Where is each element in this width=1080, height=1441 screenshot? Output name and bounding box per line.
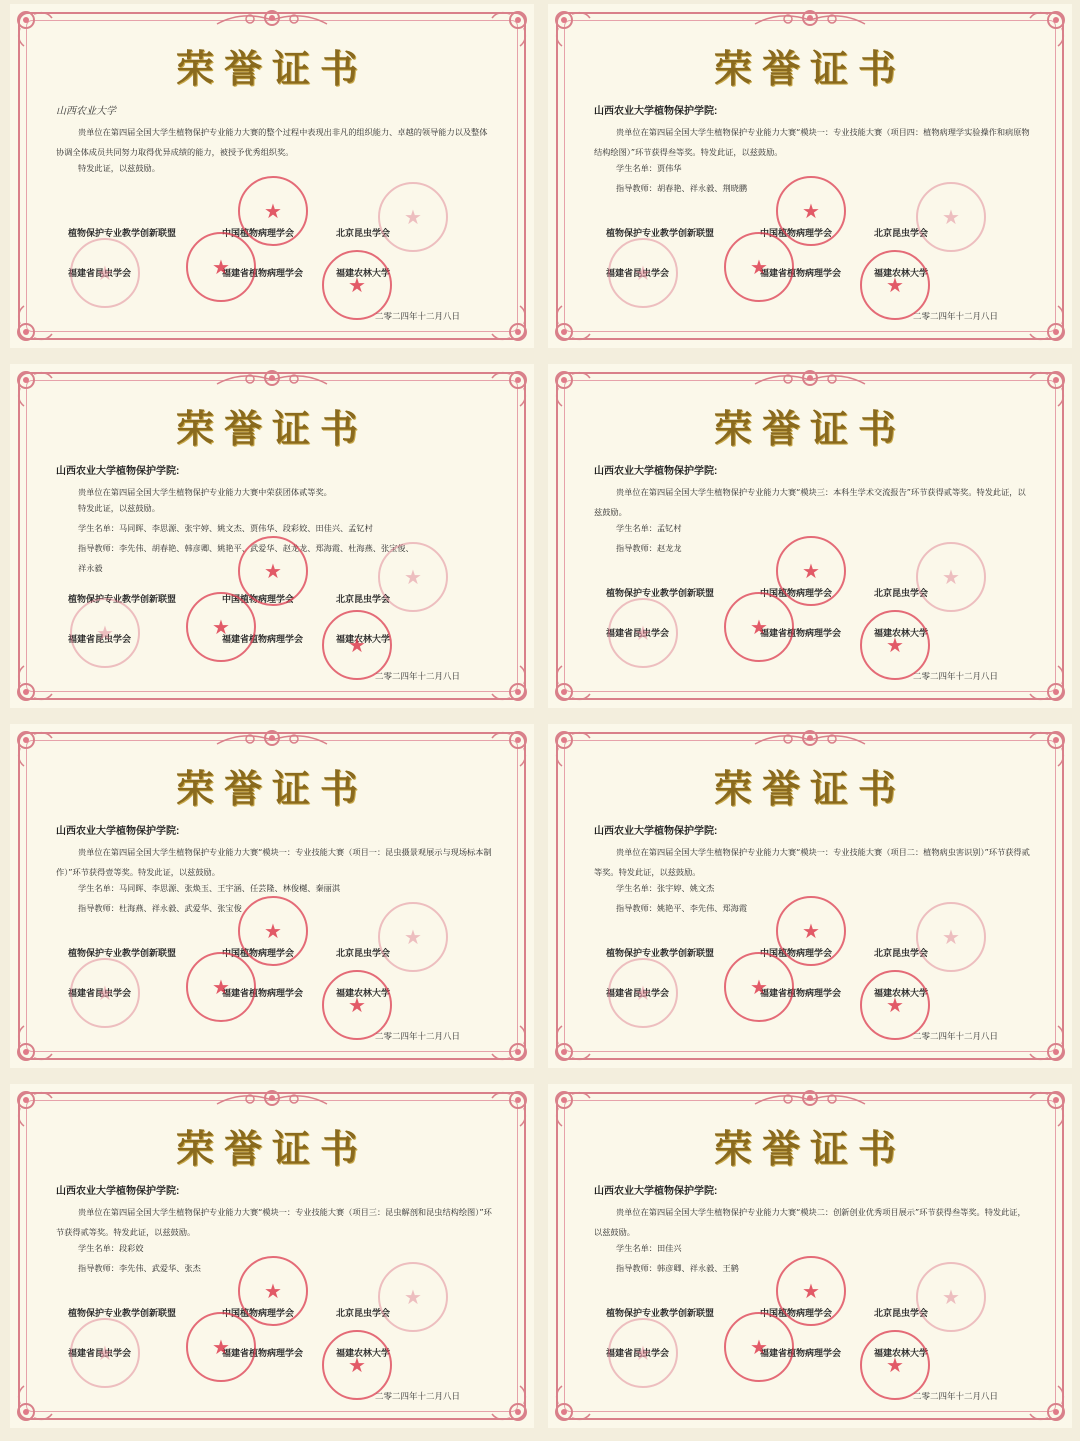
org-fujian-entomology: 福建省昆虫学会 xyxy=(68,988,132,998)
org-fujian-agri-forestry-univ: 福建农林大学 xyxy=(336,988,391,998)
seal-stamp xyxy=(238,896,308,966)
corner-flower-icon xyxy=(550,1382,594,1426)
detail-line: 学生名单：马同晖、李思源、张宇婷、姚文杰、贾伟华、段彩姣、田佳兴、孟钇村 xyxy=(78,523,373,533)
certificate-1 xyxy=(10,4,534,348)
detail-line: 指导教师：韩彦卿、祥永毅、王鹤 xyxy=(616,1263,739,1273)
seal-stamp xyxy=(70,958,140,1028)
seal-stamp xyxy=(378,1262,448,1332)
certificate-body: 贵单位在第四届全国大学生植物保护专业能力大赛“模块一：专业技能大赛（项目二：植物病虫害识别）”环节获得贰等奖。特发此证，以兹鼓励。 xyxy=(594,847,1030,877)
org-fujian-plant-pathology: 福建省植物病理学会 xyxy=(222,634,304,644)
certificate-title: 荣誉证书 xyxy=(175,46,368,91)
seal-stamp xyxy=(916,902,986,972)
top-flower-ornament-icon xyxy=(750,1086,870,1112)
org-teaching-alliance: 植物保护专业教学创新联盟 xyxy=(68,228,177,238)
seal-stamp xyxy=(776,1256,846,1326)
org-fujian-plant-pathology: 福建省植物病理学会 xyxy=(760,268,842,278)
org-beijing-entomology: 北京昆虫学会 xyxy=(874,948,929,958)
seal-stamp xyxy=(378,902,448,972)
detail-line: 学生名单：马同晖、李思源、张焕玉、王宇涵、任芸隆、林俊樾、秦丽淇 xyxy=(78,883,341,893)
org-fujian-plant-pathology: 福建省植物病理学会 xyxy=(760,1348,842,1358)
seal-stamp xyxy=(724,232,794,302)
recipient: 山西农业大学植物保护学院: xyxy=(594,826,718,837)
corner-flower-icon xyxy=(12,1022,56,1066)
seal-stamp xyxy=(378,542,448,612)
seal-stamp xyxy=(186,592,256,662)
seal-stamp xyxy=(916,1262,986,1332)
org-fujian-entomology: 福建省昆虫学会 xyxy=(606,268,670,278)
detail-line: 学生名单：张宇婷、姚文杰 xyxy=(616,883,715,893)
top-flower-ornament-icon xyxy=(750,726,870,752)
seal-stamp xyxy=(70,1318,140,1388)
certificate-title: 荣誉证书 xyxy=(713,46,906,91)
org-fujian-agri-forestry-univ: 福建农林大学 xyxy=(874,1348,929,1358)
seal-stamp xyxy=(238,1256,308,1326)
org-plant-pathology-society: 中国植物病理学会 xyxy=(222,594,295,604)
issue-date: 二零二四年十二月八日 xyxy=(912,672,998,682)
seal-stamp xyxy=(608,958,678,1028)
certificate-5 xyxy=(10,724,534,1068)
org-plant-pathology-society: 中国植物病理学会 xyxy=(760,1308,833,1318)
org-fujian-plant-pathology: 福建省植物病理学会 xyxy=(222,268,304,278)
seal-stamp xyxy=(776,176,846,246)
certificate-title: 荣誉证书 xyxy=(713,766,906,811)
org-fujian-agri-forestry-univ: 福建农林大学 xyxy=(336,268,391,278)
corner-flower-icon xyxy=(488,1382,532,1426)
corner-flower-icon xyxy=(12,302,56,346)
detail-line: 学生名单：田佳兴 xyxy=(616,1243,682,1253)
org-fujian-entomology: 福建省昆虫学会 xyxy=(606,628,670,638)
org-fujian-agri-forestry-univ: 福建农林大学 xyxy=(874,268,929,278)
certificate-4 xyxy=(548,364,1072,708)
recipient: 山西农业大学植物保护学院: xyxy=(594,466,718,477)
org-plant-pathology-society: 中国植物病理学会 xyxy=(760,228,833,238)
top-flower-ornament-icon xyxy=(750,6,870,32)
org-beijing-entomology: 北京昆虫学会 xyxy=(336,948,391,958)
org-plant-pathology-society: 中国植物病理学会 xyxy=(760,588,833,598)
recipient: 山西农业大学 xyxy=(56,106,116,117)
issue-date: 二零二四年十二月八日 xyxy=(912,1032,998,1042)
seal-stamp xyxy=(186,232,256,302)
certificate-title: 荣誉证书 xyxy=(713,1126,906,1171)
org-fujian-agri-forestry-univ: 福建农林大学 xyxy=(336,1348,391,1358)
org-fujian-entomology: 福建省昆虫学会 xyxy=(68,634,132,644)
certificate-7 xyxy=(10,1084,534,1428)
certificate-3 xyxy=(10,364,534,708)
corner-flower-icon xyxy=(1026,302,1070,346)
org-beijing-entomology: 北京昆虫学会 xyxy=(336,594,391,604)
certificate-body: 贵单位在第四届全国大学生植物保护专业能力大赛“模块一：专业技能大赛（项目一：昆虫摄景观展示与现场标本制作）”环节获得壹等奖。特发此证，以兹鼓励。 xyxy=(56,847,492,877)
corner-flower-icon xyxy=(550,662,594,706)
seal-stamp xyxy=(776,536,846,606)
seal-stamp xyxy=(70,238,140,308)
top-flower-ornament-icon xyxy=(212,6,332,32)
issue-date: 二零二四年十二月八日 xyxy=(374,1392,460,1402)
org-teaching-alliance: 植物保护专业教学创新联盟 xyxy=(606,588,715,598)
corner-flower-icon xyxy=(488,302,532,346)
detail-line: 指导教师：李先伟、武爱华、张杰 xyxy=(78,1263,201,1273)
corner-flower-icon xyxy=(1026,1382,1070,1426)
issue-date: 二零二四年十二月八日 xyxy=(374,1032,460,1042)
seal-stamp xyxy=(186,952,256,1022)
certificate-6 xyxy=(548,724,1072,1068)
seal-stamp xyxy=(186,1312,256,1382)
corner-flower-icon xyxy=(488,662,532,706)
seal-stamp xyxy=(608,598,678,668)
seal-stamp xyxy=(238,536,308,606)
org-fujian-entomology: 福建省昆虫学会 xyxy=(606,1348,670,1358)
org-fujian-agri-forestry-univ: 福建农林大学 xyxy=(874,628,929,638)
org-fujian-entomology: 福建省昆虫学会 xyxy=(68,268,132,278)
certificate-8 xyxy=(548,1084,1072,1428)
certificate-title: 荣誉证书 xyxy=(175,766,368,811)
seal-stamp xyxy=(378,182,448,252)
detail-line: 特发此证，以兹鼓励。 xyxy=(78,503,160,513)
org-fujian-entomology: 福建省昆虫学会 xyxy=(68,1348,132,1358)
org-beijing-entomology: 北京昆虫学会 xyxy=(874,1308,929,1318)
seal-stamp xyxy=(724,1312,794,1382)
issue-date: 二零二四年十二月八日 xyxy=(912,312,998,322)
top-flower-ornament-icon xyxy=(212,366,332,392)
issue-date: 二零二四年十二月八日 xyxy=(374,672,460,682)
certificate-body: 贵单位在第四届全国大学生植物保护专业能力大赛“模块二：创新创业优秀项目展示”环节获得叁等奖。特发此证，以兹鼓励。 xyxy=(594,1207,1026,1237)
certificate-title: 荣誉证书 xyxy=(713,406,906,451)
certificate-title: 荣誉证书 xyxy=(175,406,368,451)
seal-stamp xyxy=(70,598,140,668)
certificate-body: 贵单位在第四届全国大学生植物保护专业能力大赛“模块一：专业技能大赛（项目三：昆虫解剖和昆虫结构绘图）”环节获得贰等奖。特发此证，以兹鼓励。 xyxy=(56,1207,492,1237)
detail-line: 学生名单：段彩姣 xyxy=(78,1243,144,1253)
detail-line: 学生名单：贾伟华 xyxy=(616,163,682,173)
seal-stamp xyxy=(608,238,678,308)
seal-stamp xyxy=(608,1318,678,1388)
recipient: 山西农业大学植物保护学院: xyxy=(56,826,180,837)
org-plant-pathology-society: 中国植物病理学会 xyxy=(222,948,295,958)
org-plant-pathology-society: 中国植物病理学会 xyxy=(760,948,833,958)
certificate-2 xyxy=(548,4,1072,348)
detail-line: 指导教师：杜海燕、祥永毅、武爱华、张宝俊 xyxy=(78,903,242,913)
org-fujian-plant-pathology: 福建省植物病理学会 xyxy=(222,988,304,998)
corner-flower-icon xyxy=(1026,662,1070,706)
certificate-body: 贵单位在第四届全国大学生植物保护专业能力大赛的整个过程中表现出非凡的组织能力、卓越的领导能力以及整体协调全体成员共同努力取得优异成绩的能力，被授予优秀组织奖。 xyxy=(56,127,488,157)
org-teaching-alliance: 植物保护专业教学创新联盟 xyxy=(606,948,715,958)
seal-stamp xyxy=(916,182,986,252)
org-plant-pathology-society: 中国植物病理学会 xyxy=(222,1308,295,1318)
org-teaching-alliance: 植物保护专业教学创新联盟 xyxy=(606,228,715,238)
org-teaching-alliance: 植物保护专业教学创新联盟 xyxy=(606,1308,715,1318)
certificate-body: 贵单位在第四届全国大学生植物保护专业能力大赛中荣获团体贰等奖。 xyxy=(78,487,332,497)
org-fujian-agri-forestry-univ: 福建农林大学 xyxy=(874,988,929,998)
detail-line: 指导教师：姚艳平、李先伟、郑海霞 xyxy=(616,903,748,913)
corner-flower-icon xyxy=(12,1382,56,1426)
org-fujian-plant-pathology: 福建省植物病理学会 xyxy=(760,628,842,638)
org-beijing-entomology: 北京昆虫学会 xyxy=(874,588,929,598)
detail-line: 指导教师：胡春艳、祥永毅、荆晓鹏 xyxy=(616,183,748,193)
org-teaching-alliance: 植物保护专业教学创新联盟 xyxy=(68,948,177,958)
org-plant-pathology-society: 中国植物病理学会 xyxy=(222,228,295,238)
detail-line: 祥永毅 xyxy=(78,563,103,573)
corner-flower-icon xyxy=(488,1022,532,1066)
detail-line: 指导教师：李先伟、胡春艳、韩彦卿、姚艳平、武爱华、赵龙龙、郑海霞、杜海燕、张宝俊、 xyxy=(78,543,414,553)
top-flower-ornament-icon xyxy=(212,726,332,752)
issue-date: 二零二四年十二月八日 xyxy=(912,1392,998,1402)
top-flower-ornament-icon xyxy=(212,1086,332,1112)
recipient: 山西农业大学植物保护学院: xyxy=(594,1186,718,1197)
org-teaching-alliance: 植物保护专业教学创新联盟 xyxy=(68,1308,177,1318)
detail-line: 特发此证，以兹鼓励。 xyxy=(78,163,160,173)
org-fujian-plant-pathology: 福建省植物病理学会 xyxy=(222,1348,304,1358)
org-beijing-entomology: 北京昆虫学会 xyxy=(336,1308,391,1318)
seal-stamp xyxy=(724,952,794,1022)
certificate-title: 荣誉证书 xyxy=(175,1126,368,1171)
org-beijing-entomology: 北京昆虫学会 xyxy=(874,228,929,238)
recipient: 山西农业大学植物保护学院: xyxy=(56,466,180,477)
org-fujian-plant-pathology: 福建省植物病理学会 xyxy=(760,988,842,998)
corner-flower-icon xyxy=(550,1022,594,1066)
seal-stamp xyxy=(776,896,846,966)
corner-flower-icon xyxy=(1026,1022,1070,1066)
seal-stamp xyxy=(724,592,794,662)
recipient: 山西农业大学植物保护学院: xyxy=(56,1186,180,1197)
detail-line: 学生名单：孟钇村 xyxy=(616,523,682,533)
issue-date: 二零二四年十二月八日 xyxy=(374,312,460,322)
seal-stamp xyxy=(916,542,986,612)
org-fujian-entomology: 福建省昆虫学会 xyxy=(606,988,670,998)
certificate-body: 贵单位在第四届全国大学生植物保护专业能力大赛“模块三：本科生学术交流报告”环节获得贰等奖。特发此证，以兹鼓励。 xyxy=(594,487,1026,517)
org-teaching-alliance: 植物保护专业教学创新联盟 xyxy=(68,594,177,604)
top-flower-ornament-icon xyxy=(750,366,870,392)
seal-stamp xyxy=(238,176,308,246)
corner-flower-icon xyxy=(550,302,594,346)
org-beijing-entomology: 北京昆虫学会 xyxy=(336,228,391,238)
org-fujian-agri-forestry-univ: 福建农林大学 xyxy=(336,634,391,644)
certificate-body: 贵单位在第四届全国大学生植物保护专业能力大赛“模块一：专业技能大赛（项目四：植物病理学实验操作和病原物结构绘图）”环节获得叁等奖。特发此证，以兹鼓励。 xyxy=(594,127,1030,157)
column-divider xyxy=(538,0,542,1441)
detail-line: 指导教师：赵龙龙 xyxy=(616,543,682,553)
corner-flower-icon xyxy=(12,662,56,706)
recipient: 山西农业大学植物保护学院: xyxy=(594,106,718,117)
